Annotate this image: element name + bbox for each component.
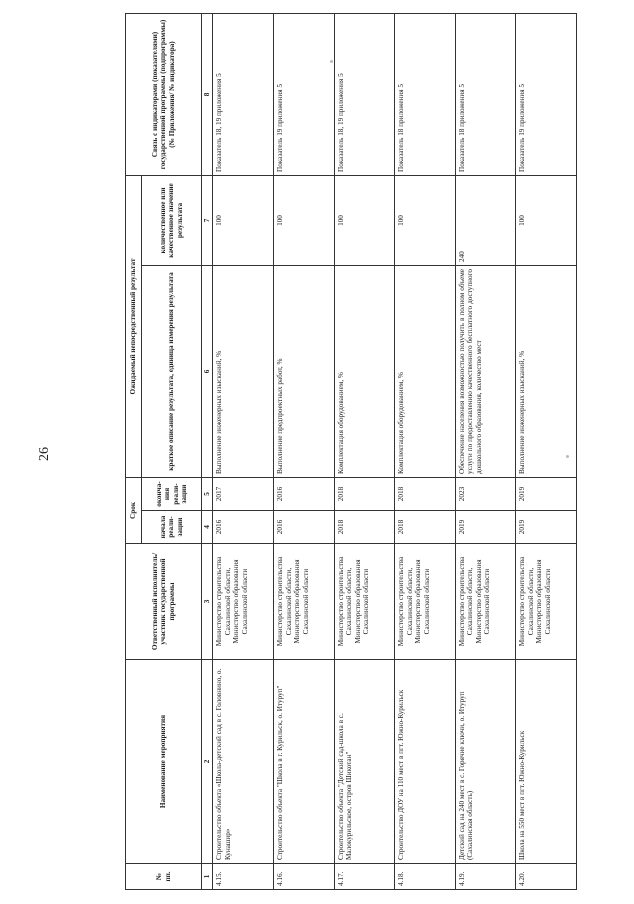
header-link: Связь с индикаторами (показателями) государственной программы (подпрограммы) (№ Приложения/ № индикатора)	[126, 14, 202, 176]
row-responsible: Министерство строительства Сахалинской области, Министерство образования Сахалинской области	[516, 544, 577, 660]
row-value: 100	[334, 176, 395, 266]
row-num: 4.16.	[274, 864, 335, 890]
row-start: 2016	[213, 511, 274, 544]
header-term: Срок	[126, 478, 142, 544]
row-link: Показатель 19 приложения 5	[274, 14, 335, 176]
row-name: Строительство объекта "Детский сад-школа в с. Малокурильское, остров Шикотан"	[334, 660, 395, 864]
header-expected-desc: краткое описание результата, единица измерения результата	[142, 266, 202, 478]
row-name: Строительство объекта "Школа в г. Курильск, о. Итуруп"	[274, 660, 335, 864]
row-value: 100	[274, 176, 335, 266]
table-row	[334, 14, 395, 890]
row-start: 2018	[334, 511, 395, 544]
row-value: 100	[213, 176, 274, 266]
header-term-end: оконча-ния реали-зации	[142, 478, 202, 511]
row-end: 2019	[516, 478, 577, 511]
column-number: 3	[202, 544, 213, 660]
rotated-table-container	[125, 14, 577, 890]
column-number: 1	[202, 864, 213, 890]
row-end: 2023	[455, 478, 516, 511]
row-start: 2018	[395, 511, 456, 544]
row-num: 4.17.	[334, 864, 395, 890]
row-desc: Выполнение предпроектных работ, %	[274, 266, 335, 478]
table-row	[213, 14, 274, 890]
row-link: Показатель 18 приложения 5	[455, 14, 516, 176]
row-name: Школа на 550 мест в пгт. Южно-Курильск	[516, 660, 577, 864]
row-responsible: Министерство строительства Сахалинской области, Министерство образования Сахалинской области	[395, 544, 456, 660]
row-num: 4.19.	[455, 864, 516, 890]
row-desc: Выполнение инженерных изысканий, %	[516, 266, 577, 478]
row-end: 2018	[395, 478, 456, 511]
row-num: 4.15.	[213, 864, 274, 890]
row-value: 100	[516, 176, 577, 266]
row-link: Показатель 18, 19 приложения 5	[334, 14, 395, 176]
column-number: 7	[202, 176, 213, 266]
column-number: 6	[202, 266, 213, 478]
row-name: Детский сад на 240 мест в с. Горячие ключи, о. Итуруп (Сахалинская область)	[455, 660, 516, 864]
table-row	[516, 14, 577, 890]
row-value: 240	[455, 176, 516, 266]
measures-table	[125, 13, 577, 890]
column-number: 8	[202, 14, 213, 176]
row-name: Строительство объекта «Школа-детский сад в с. Головнино, о. Кунашир»	[213, 660, 274, 864]
row-end: 2017	[213, 478, 274, 511]
row-num: 4.20.	[516, 864, 577, 890]
table-row	[274, 14, 335, 890]
column-number: 5	[202, 478, 213, 511]
table-row	[395, 14, 456, 890]
header-expected-value: количественное или качественное значение результата	[142, 176, 202, 266]
header-responsible: Ответственный исполнитель/участник государственной программы	[126, 544, 202, 660]
row-start: 2019	[455, 511, 516, 544]
row-desc: Комплектация оборудованием, %	[395, 266, 456, 478]
row-responsible: Министерство строительства Сахалинской области, Министерство образования Сахалинской области	[274, 544, 335, 660]
row-desc: Выполнение инженерных изысканий, %	[213, 266, 274, 478]
row-end: 2016	[274, 478, 335, 511]
row-desc: Обеспечение населения возможностью получить в полном объеме услуги по предоставлению качественного бесплатного доступного дошкольного образования, количество мест	[455, 266, 516, 478]
row-start: 2016	[274, 511, 335, 544]
row-responsible: Министерство строительства Сахалинской области, Министерство образования Сахалинской области	[455, 544, 516, 660]
header-name: Наименование мероприятия	[126, 660, 202, 864]
row-responsible: Министерство строительства Сахалинской области, Министерство образования Сахалинской области	[213, 544, 274, 660]
row-link: Показатель 18, 19 приложения 5	[213, 14, 274, 176]
row-responsible: Министерство строительства Сахалинской области, Министерство образования Сахалинской области	[334, 544, 395, 660]
header-num: № пп.	[126, 864, 202, 890]
row-link: Показатель 18 приложения 5	[395, 14, 456, 176]
table-row	[455, 14, 516, 890]
row-start: 2019	[516, 511, 577, 544]
column-number: 4	[202, 511, 213, 544]
column-number: 2	[202, 660, 213, 864]
row-desc: Комплектация оборудованием, %	[334, 266, 395, 478]
header-expected: Ожидаемый непосредственный результат	[126, 176, 142, 478]
row-end: 2018	[334, 478, 395, 511]
header-term-start: начала реали-зации	[142, 511, 202, 544]
row-num: 4.18.	[395, 864, 456, 890]
row-link: Показатель 19 приложения 5	[516, 14, 577, 176]
row-name: Строительство ДОУ на 110 мест в пгт. Южно-Курильск	[395, 660, 456, 864]
row-value: 100	[395, 176, 456, 266]
page-number: 26	[37, 447, 52, 461]
